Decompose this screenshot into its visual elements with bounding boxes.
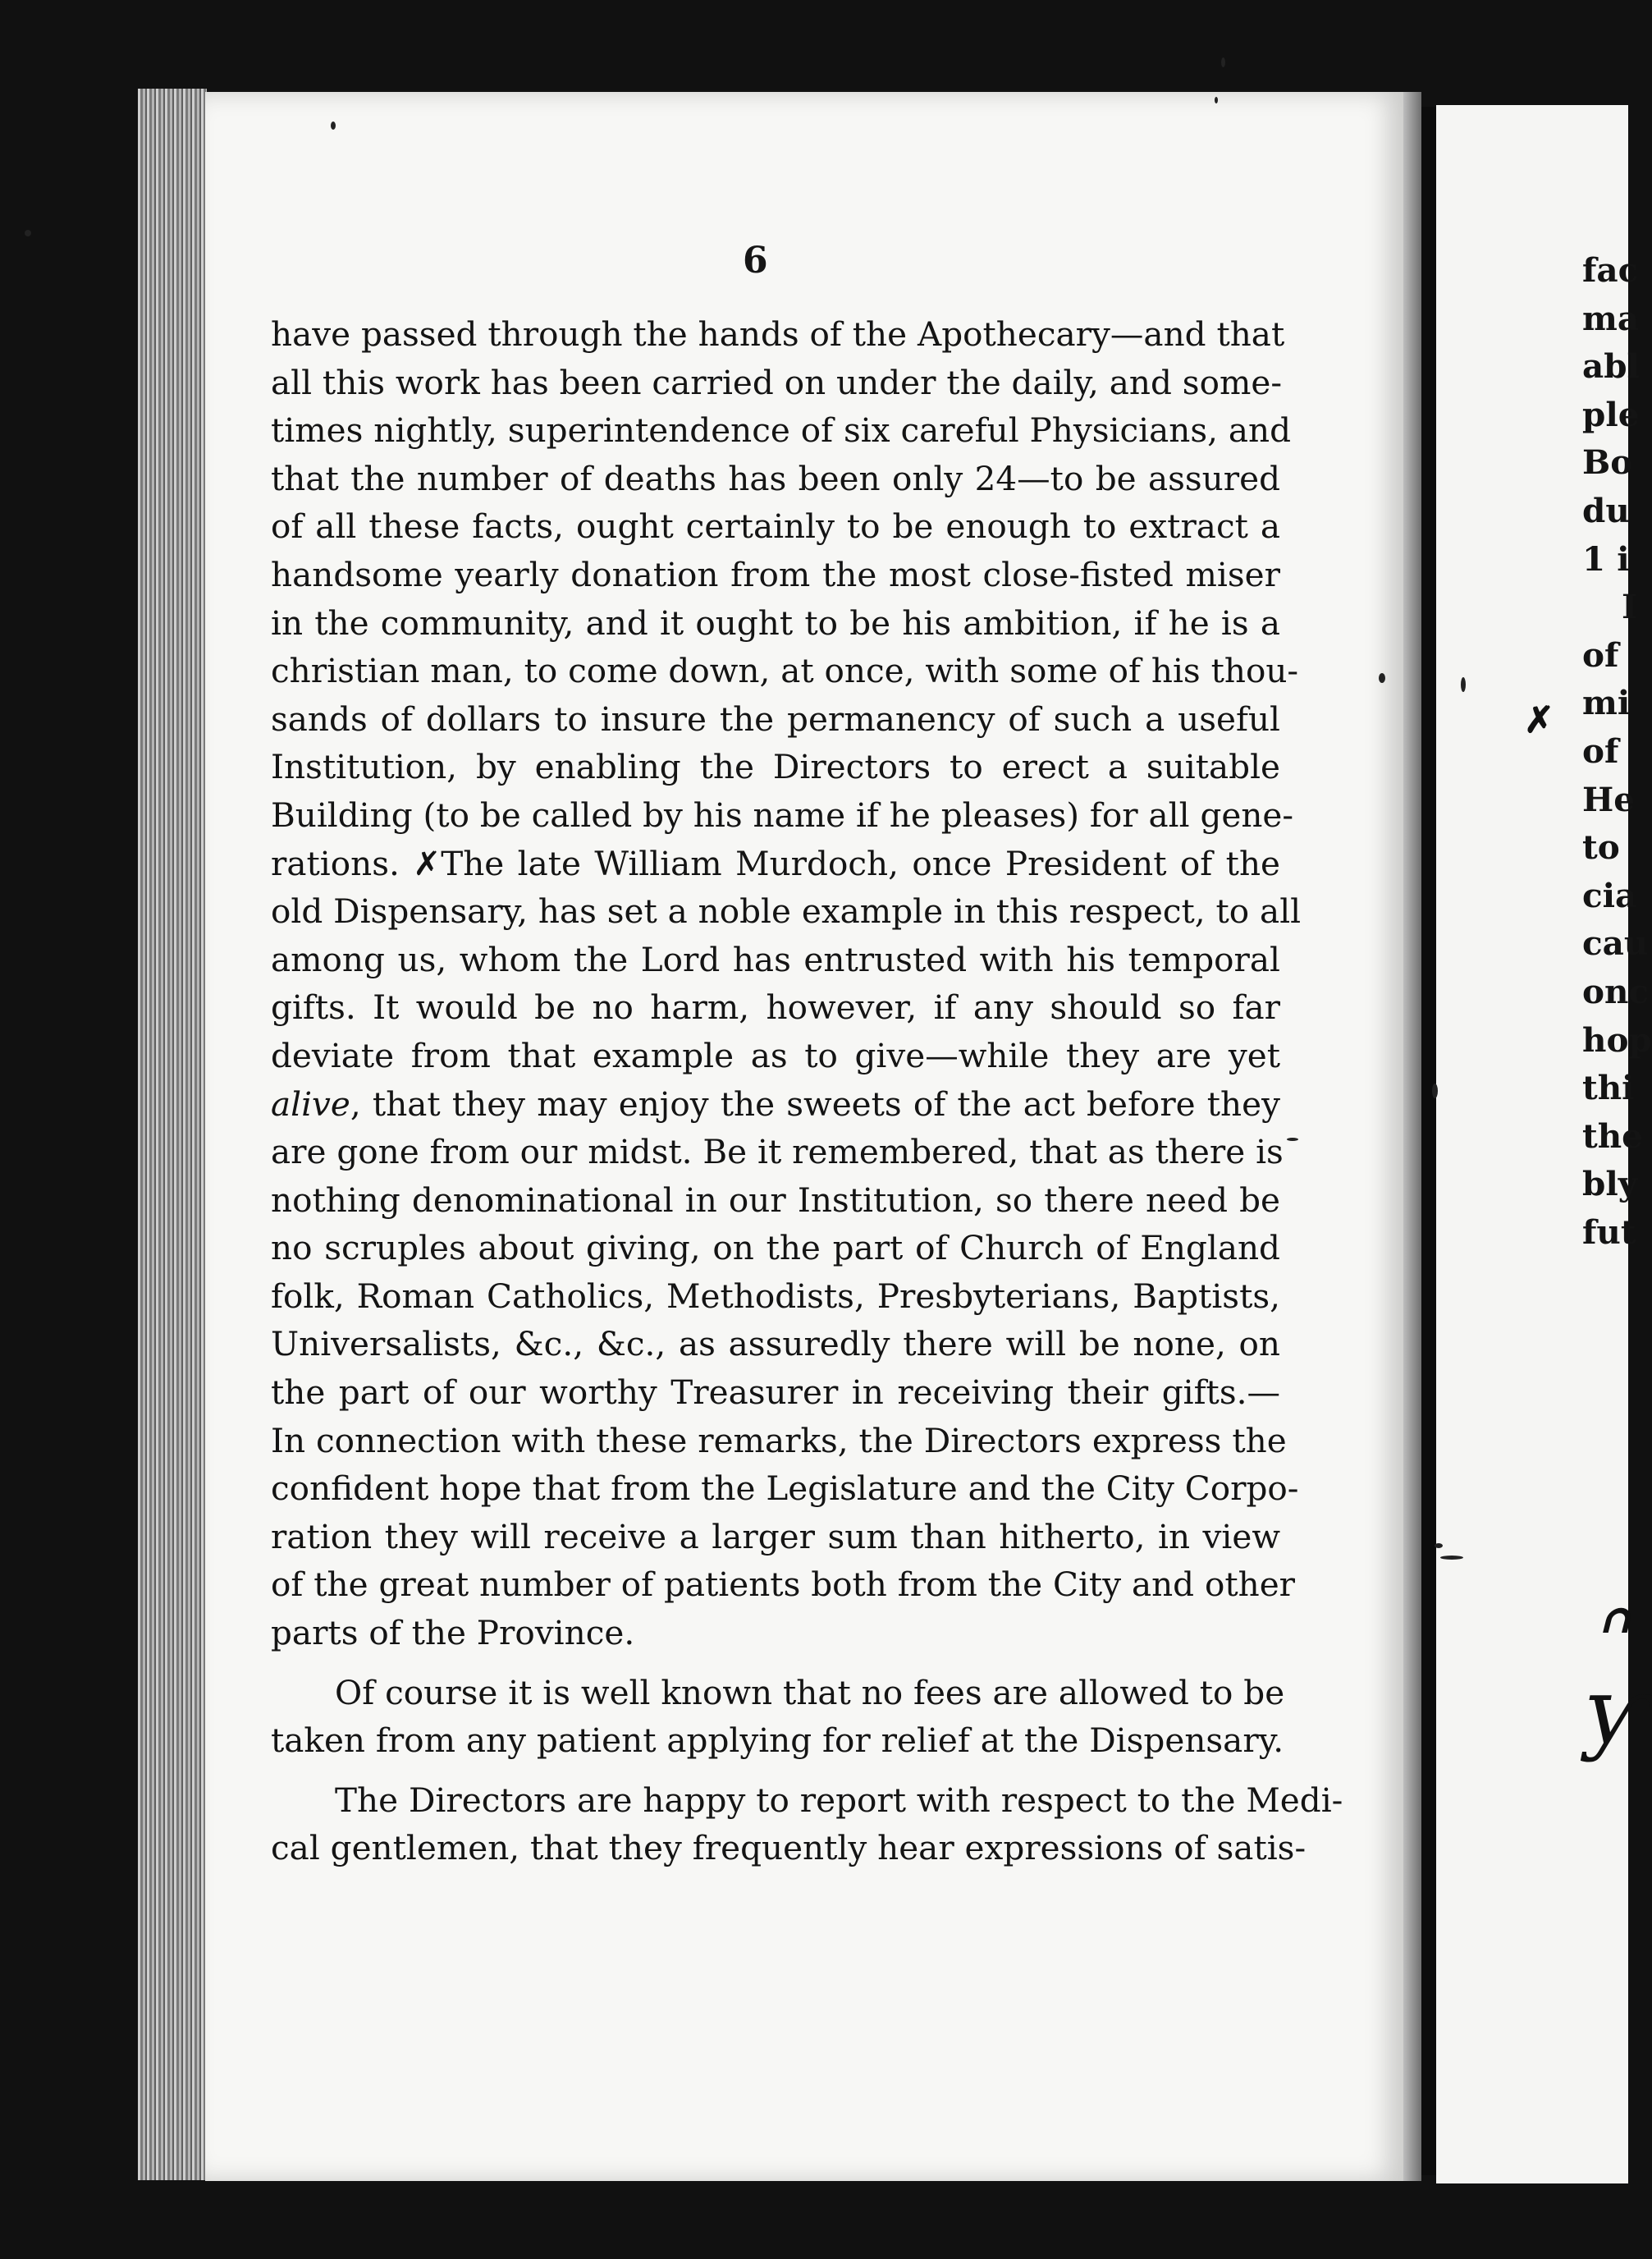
page-number: 6: [743, 240, 768, 282]
text-line: old Dispensary, has set a noble example in this respect, to all: [271, 891, 1302, 932]
scan-speck: [1221, 57, 1225, 67]
text-line: are gone from our midst. Be it remembered, that as there is: [271, 1132, 1284, 1172]
text-line: times nightly, superintendence of six careful Physicians, and: [271, 410, 1292, 451]
page-block-edge: [138, 89, 207, 2180]
facing-page-text: [1582, 246, 1652, 1256]
facing-fragment: du: [1582, 490, 1630, 530]
text-line: parts of the Province.: [271, 1613, 635, 1653]
facing-fragment: fac: [1582, 250, 1639, 290]
text-line: confident hope that from the Legislature and the City Corpo-: [271, 1469, 1299, 1509]
scan-speck: [25, 230, 31, 236]
text-line: the part of our worthy Treasurer in receiving their gifts.—: [271, 1372, 1280, 1413]
text-line: all this work has been carried on under the daily, and some-: [271, 362, 1283, 402]
text-line: Institution, by enabling the Directors to erect a suitable: [271, 747, 1280, 787]
scan-speck: [1432, 1084, 1438, 1098]
text-line: deviate from that example as to give—while they are yet: [271, 1035, 1280, 1075]
facing-fragment: 1 i: [1582, 538, 1630, 579]
facing-fragment: ple: [1582, 394, 1640, 434]
facing-fragment: the: [1582, 1116, 1643, 1156]
text-line: Of course it is well known that no fees are allowed to be: [335, 1672, 1285, 1712]
facing-fragment: of: [1582, 635, 1619, 675]
text-line: that the number of deaths has been only 24—to be assured: [271, 458, 1280, 498]
facing-fragment: fut: [1582, 1212, 1636, 1252]
text-line: gifts. It would be no harm, however, if any should so far: [271, 987, 1280, 1028]
facing-fragment: of: [1582, 731, 1619, 771]
scan-speck: [1287, 1138, 1298, 1141]
text-line: Universalists, &c., &c., as assuredly there will be none, on: [271, 1324, 1280, 1364]
text-line: of the great number of patients both from the City and other: [271, 1565, 1296, 1605]
page-gutter: [1403, 92, 1421, 2181]
text-line: handsome yearly donation from the most close-fisted miser: [271, 554, 1280, 594]
text-line: christian man, to come down, at once, with some of his thou-: [271, 651, 1299, 691]
text-line: cal gentlemen, that they frequently hear expressions of satis-: [271, 1828, 1306, 1868]
facing-fragment: He: [1582, 779, 1636, 819]
text-line: have passed through the hands of the Apothecary—and that: [271, 314, 1285, 354]
text-line: In connection with these remarks, the Directors express the: [271, 1420, 1287, 1460]
facing-fragment: abl: [1582, 346, 1640, 387]
text-line: Building (to be called by his name if he pleases) for all gene-: [271, 795, 1294, 835]
scan-speck: [331, 121, 336, 130]
scan-speck: [1461, 677, 1466, 692]
facing-fragment: I: [1622, 587, 1637, 627]
facing-fragment: thi: [1582, 1068, 1635, 1108]
text-line: alive, that they may enjoy the sweets of the act before they: [271, 1084, 1280, 1124]
pen-mark: ᐢ: [1588, 1584, 1623, 1689]
text-line: among us, whom the Lord has entrusted with his temporal: [271, 939, 1280, 979]
text-line: ration they will receive a larger sum than hitherto, in view: [271, 1516, 1280, 1556]
facing-fragment: bly: [1582, 1164, 1638, 1204]
scan-speck: [1215, 97, 1218, 103]
facing-fragment: cia: [1582, 875, 1637, 915]
pen-mark: ƴ: [1584, 1658, 1651, 1763]
text-line: nothing denominational in our Institution, so there need be: [271, 1180, 1280, 1220]
scan-speck: [1435, 1543, 1443, 1548]
text-line: folk, Roman Catholics, Methodists, Presbyterians, Baptists,: [271, 1276, 1280, 1316]
scan-speck: [1440, 1556, 1463, 1560]
italic-word: alive: [271, 1084, 350, 1124]
facing-fragment: ma: [1582, 298, 1640, 338]
margin-x-mark: ✗: [1524, 699, 1554, 741]
text-line: taken from any patient applying for relief at the Dispensary.: [271, 1721, 1284, 1761]
text-line: no scruples about giving, on the part of Church of England: [271, 1228, 1280, 1268]
text-line: rations. ✗The late William Murdoch, once President of the: [271, 843, 1280, 883]
text-line: of all these facts, ought certainly to be enough to extract a: [271, 506, 1280, 547]
facing-fragment: cau: [1582, 923, 1649, 964]
spine-gap: [1421, 107, 1436, 2175]
body-text: [271, 310, 1343, 1872]
text-line: The Directors are happy to report with respect to the Medi-: [335, 1780, 1343, 1820]
facing-fragment: mi: [1582, 683, 1631, 723]
facing-fragment: onc: [1582, 971, 1650, 1011]
scan-speck: [1379, 673, 1385, 683]
text-line: sands of dollars to insure the permanency of such a useful: [271, 699, 1280, 739]
text-line: in the community, and it ought to be his ambition, if he is a: [271, 603, 1280, 643]
facing-fragment: to: [1582, 827, 1620, 868]
facing-fragment: hop: [1582, 1020, 1652, 1060]
facing-fragment: Bo: [1582, 442, 1633, 483]
